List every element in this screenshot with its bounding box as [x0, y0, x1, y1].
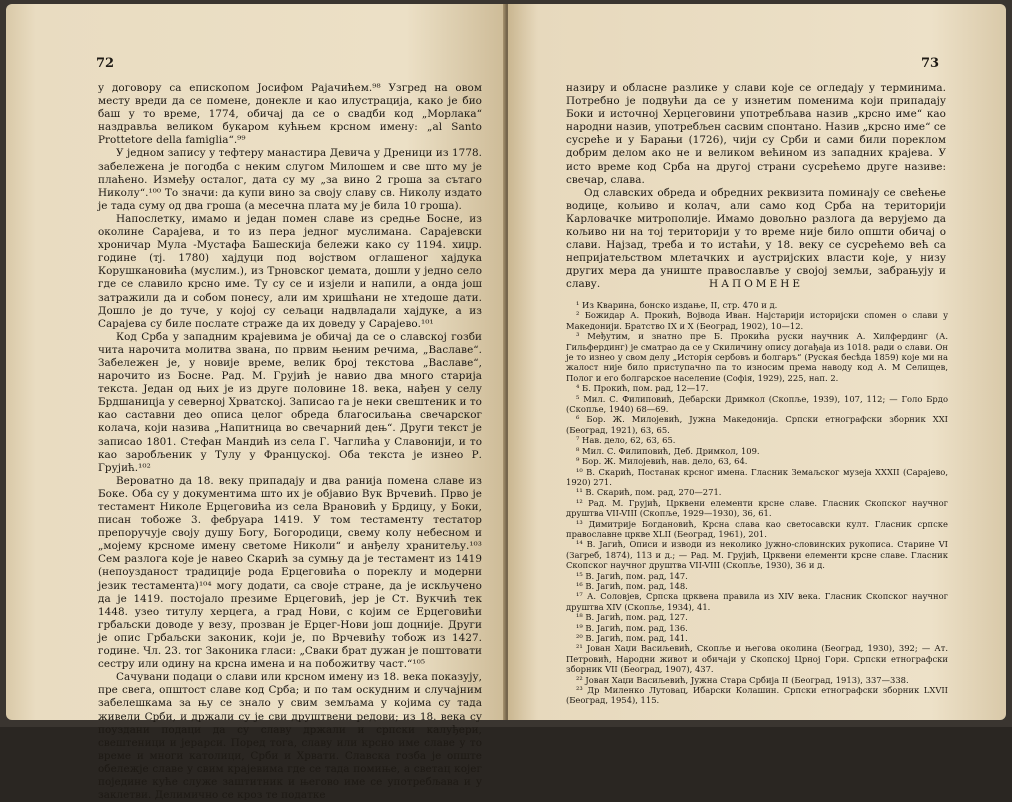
paragraph: назиру и обласне разлике у слави које се огледају у терминима. Потребно је подвући да се у изнетим поменима који припадају Боки и источној Херцеговини употребљава назив „крсно име“ као народни назив, употребљен сасвим спонтано. Назив „крсно име“ се сусреће и у Барањи (1726), чији су Срби и сами били пореклом добрим делом ако не и великом већином из западних крајева. У исто време код Срба на другој страни сусрећемо друге називе: свечар, слава.: [566, 82, 946, 186]
page-number: 73: [921, 56, 940, 71]
paragraph: Код Срба у западним крајевима је обичај да се о славској гозби чита нарочита молитва звана, по првим њеним речима, „Вaслaвe“. Забележен је, у новије време, велик број текстова „Вaслaвe“, нарочито из Босне. Рад. М. Грујић је навио два много старија текста. Један од њих је из друге половине 18. века, нађен у селу Брдшаницја у северној Хрватској. Записао га је неки свештеник и то као саставни део описа целог обреда благосиљања свечарског колача, који назива „Напитница во свечарний дењ“. Други текст је записао 1801. Стефан Мандић из села Г. Чаглића у Славонији, и то као заробљеник у Тулу у Француској. Оба текста је изнео Р. Грујић.¹⁰²: [98, 330, 482, 474]
footnote: ¹⁹ В. Јагић, пом. рад, 136.: [576, 622, 688, 633]
notes-heading: НАПОМЕНЕ: [708, 278, 804, 290]
paragraph: Напослетку, имамо и један помен славе из средње Босне, из околине Сарајева, и то из пера једног муслимана. Сарајевски хроничар Мула -Мустафа Башескија бележи како су 1194. хиџр. године (тј. 1780) хајдуци под војством оглашеног хајдука Корушкановића (муслим.), из Трновског џемата, дошли у једно село где се славило крсно име. Ту су се и изјели и напили, а онда још затражили да и собом понесу, али им хришћани не хтедоше дати. Дошло је до туче, у којој су сељаци надвладали хајдуке, а из Сарајева су биле послате страже да их доведу у Сарајево.¹⁰¹: [98, 212, 482, 330]
footnote: ³ Међутим, и знатно пре Б. Прокића руски научник А. Хилфердинг (А. Гильфердинг) је сматрао да се у Скиличину опису догађаја из 1018. ради о слави. Он је то изнео у свом делу „Исторія сербовъ и болгаръ“ (Руская бесѣда 1859) које ми на жалост није било приступачно па то износим према наводу код А. М Селищев, Полог и его болгарское население (Софія, 1929), 225, нап. 2.: [566, 331, 948, 383]
footnote: ⁶ Бор. Ж. Милојевић, Јужна Македонија. Српски етнографски зборник XXI (Београд, 1921), 63, 65.: [566, 414, 948, 435]
right-page-body: [566, 82, 946, 292]
footnote: ¹ Из Кварина, бонско издање, II, стр. 470 и д.: [576, 300, 778, 310]
page-number: 72: [96, 56, 115, 71]
footnote: ¹⁰ В. Скарић, Постанак крсног имена. Гласник Земаљског музеја XXXII (Сарајево, 1920) 271.: [566, 466, 948, 487]
footnote: ⁵ Мил. С. Филиповић, Дебарски Дримкол (Скопље, 1939), 107, 112; — Голо Брдо (Скопље, 1940) 68—69.: [566, 393, 948, 415]
paragraph: Сачувани подаци о слави или крсном имену из 18. века показују, пре свега, општост славе код Срба; и по там оскудним и случајним забелешкама за њу се знало у свим земљама у којима су тада живели Срби, и држали су је сви друштвени редови; из 18. века су поуздани подаци да су славу држали и српски калуђери, свештеници и јерарси. Поред тога, славу или крсно име славе у то време и многи католици, Срби и Хрвати. Славска гозба је опште обележје славе у свим крајевима где се тада помиње, а светац којег поједине куће служе заштитник и његово име се употребљава и у заклетви. Делимично се кроз те податке: [98, 671, 482, 802]
footnote: ²⁰ В. Јагић, пом. рад, 141.: [576, 633, 688, 643]
footnote: ²² Јован Хаџи Васиљевић, Јужна Стара Србија II (Београд, 1913), 337—338.: [576, 674, 909, 685]
left-page-body: [98, 82, 482, 802]
footnote: ¹⁷ А. Соловјев, Српска црквена правила из XIV века. Гласник Скопског научног друштва XIV (Скопље, 1934), 41.: [566, 591, 948, 612]
footnote: ¹⁵ В. Јагић, пом. рад, 147.: [576, 570, 688, 581]
footnote: ⁸ Мил. С. Филиповић, Деб. Дримкол, 109.: [576, 445, 760, 456]
footnote: ¹³ Димитрије Богдановић, Крсна слава као светосавски култ. Гласник српске православне цркве XLII (Београд, 1961), 201.: [566, 518, 948, 539]
footnote: ²¹ Јован Хаџи Васиљевић, Скопље и његова околина (Београд, 1930), 392; — Ат. Петровић, Народни живот и обичаји у Скопској Црној Гори. Српски етнографски зборник VII (Београд, 1907), 437.: [566, 643, 948, 675]
footnote: ²³ Др Миленко Лутовац, Ибарски Колашин. Српски етнографски зборник LXVII (Београд, 1954), 115.: [566, 685, 948, 706]
footnote: ¹⁴ В. Јагић, Описи и изводи из неколико јужно-словинских рукописа. Старине VI (Загреб, 1874), 113 и д.; — Рад. М. Грујић, Црквени елементи крсне славе. Гласник Скопског научног друштва VII-VIII (Скопље, 1930), 36 и д.: [566, 539, 948, 571]
left-page: [6, 4, 506, 802]
footnote: ¹¹ В. Скарић, пом. рад, 270—271.: [576, 487, 722, 498]
right-page: [508, 4, 1006, 720]
footnote: ¹² Рад. М. Грујић, Црквени елементи крсне славе. Гласник Скопског научног друштва VII-VIII (Скопље, 1929—1930), 36, 61.: [566, 497, 948, 519]
paragraph: у договору са епископом Јосифом Рајачићем.⁹⁸ Узгред на овом месту вреди да се помене, донекле и као илустрација, како је био баш у то време, 1774, обичај да се о свадби код „Морлака“ наздравља великом букаром кућњем крсном имену: „al Santo Prottetore della famiglia“.⁹⁹: [98, 82, 482, 147]
footnote: ¹⁸ В. Јагић, пом. рад, 127.: [576, 612, 688, 623]
footnote: ⁹ Бор. Ж. Милојевић, нав. дело, 63, 64.: [576, 456, 748, 467]
footnote: ⁷ Нав. дело, 62, 63, 65.: [576, 435, 676, 446]
footnote: ¹⁶ В. Јагић, пом. рад, 148.: [576, 580, 688, 591]
paragraph: У једном запису у тефтеру манастира Девича у Дреници из 1778. забележена је погодба с неким слугом Милошем и све што му је плаћено. Између осталог, дата су му „за вино 2 гроша за сътаго Николу“.¹⁰⁰ То значи: да купи вино за своју славу св. Николу издато је тада суму од два гроша (а месечна плата му је била 10 гроша).: [98, 147, 482, 212]
paragraph: Вероватно да 18. веку припадају и два ранија помена славе из Боке. Оба су у документима што их је објавио Вук Врчевић. Прво је тестамент Николе Ерцеговића из села Врановић у Брдицу, у Боки, писан тобоже 3. фебруара 1419. У том тестаменту тестатор препоручује своју душу Богу, Богородици, свему колу небесном и „мојему крсноме имену светоме Николи“ и анђелу хранитељу.¹⁰³ Сем разлога које је навео Скарић за сумњу да је тестамент из 1419 (непоузданост традиције рода Ерцеговића о пореклу и модерни језик тестамента)¹⁰⁴ могу додати, са своје стране, да је искључено да је 1419. постојало презиме Ерцеговић, јер је Ст. Вукчић тек 1448. узео титулу херцега, а град Нови, с којим се Ерцеговићи грбаљски доводе у везу, прозван је Ерцег-Нови још доцније. Други је опис Грбаљски законик, који је, по Врчевићу тобож из 1427. године. Чл. 23. тог Законика гласи: „Сваки брат дужан је поштовати сестру или одину на крсна имена и на побожитву част.“¹⁰⁵: [98, 474, 482, 671]
notes-list: [566, 300, 948, 706]
footnote: ² Божидар А. Прокић, Војвода Иван. Најстарији историјски спомен о слави у Македонији. Братство IX и X (Београд, 1902), 10—12.: [566, 310, 948, 331]
paragraph: Од славских обреда и обредних реквизита поминају се свећење водице, кољиво и колач, али само код Срба на територији Карловачке митрополије. Имамо довољно разлога да верујемо да кољиво ни на тој територији у то време није било општи обичај о слави. Најзад, треба и то истаћи, у 18. веку се сусрећемо већ са непријатељством млетачких и аустријских власти које, у низу других мера да униште православље у својој земљи, забрањују и славу.: [566, 186, 946, 291]
footnote: ⁴ Б. Прокић, пом. рад, 12—17.: [576, 383, 709, 394]
